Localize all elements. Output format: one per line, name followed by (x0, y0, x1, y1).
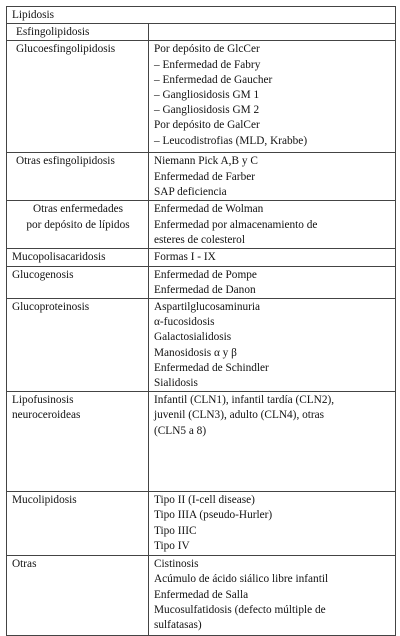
list-item: Enfermedad de Salla (154, 588, 249, 601)
category-cell (7, 201, 149, 249)
items-cell (149, 201, 396, 249)
items-cell (149, 392, 396, 492)
category-cell (7, 392, 149, 492)
list-item: Manosidosis α y β (154, 346, 237, 359)
list-item: – Gangliosidosis GM 2 (154, 104, 260, 117)
items-cell (149, 41, 396, 153)
list-item: Infantil (CLN1), infantil tardía (CLN2), (154, 394, 335, 407)
subheader-empty-cell (149, 24, 396, 41)
table-title: Lipidosis (7, 7, 396, 24)
list-item: – Enfermedad de Gaucher (154, 73, 273, 86)
list-item: Aspartilglucosaminuria (154, 301, 261, 314)
subheader-label: Esfingolipidosis (7, 24, 149, 41)
items-cell (149, 249, 396, 266)
category-label-line: Otras enfermedades (32, 203, 124, 216)
category-cell (7, 299, 149, 392)
items-cell (149, 153, 396, 201)
list-item: Enfermedad de Pompe (154, 268, 257, 281)
category-label: Glucoesfingolipidosis (16, 43, 116, 56)
list-item: Mucosulfatidosis (defecto múltiple de (154, 603, 326, 616)
category-label: Otras esfingolipidosis (16, 155, 115, 168)
list-item: Galactosialidosis (154, 331, 232, 344)
list-item: Cistinosis (154, 558, 199, 571)
list-item: Por depósito de GalCer (154, 119, 260, 132)
subheader-row (7, 24, 396, 41)
category-label: Glucoproteinosis (12, 301, 90, 314)
list-item: – Leucodistrofias (MLD, Krabbe) (154, 134, 308, 147)
table-row (7, 153, 396, 201)
category-label: Glucogenosis (12, 268, 74, 281)
table-row (7, 299, 396, 392)
list-item: Tipo IIIA (pseudo-Hurler) (154, 509, 273, 522)
items-cell (149, 266, 396, 298)
list-item: Sialidosis (154, 377, 198, 390)
category-cell (7, 249, 149, 266)
list-item: – Gangliosidosis GM 1 (154, 89, 260, 102)
list-item: α-fucosidosis (154, 316, 215, 329)
table-row (7, 249, 396, 266)
list-item: – Enfermedad de Fabry (154, 58, 261, 71)
items-cell (149, 556, 396, 636)
list-item: Tipo II (I-cell disease) (154, 494, 255, 507)
list-item: Niemann Pick A,B y C (154, 155, 258, 168)
list-item: Enfermedad de Schindler (154, 361, 269, 374)
list-item: Enfermedad de Wolman (154, 203, 264, 216)
list-item: juvenil (CLN3), adulto (CLN4), otras (154, 409, 325, 422)
table-row (7, 556, 396, 636)
list-item: sulfatasas) (154, 619, 202, 632)
category-cell (7, 41, 149, 153)
table-row (7, 392, 396, 492)
list-item: (CLN5 a 8) (154, 424, 207, 437)
table-row (7, 492, 396, 556)
list-item: esteres de colesterol (154, 233, 245, 246)
category-label-line: neuroceroideas (12, 409, 81, 422)
category-cell (7, 266, 149, 298)
list-item: Enfermedad por almacenamiento de (154, 218, 318, 231)
category-label: Otras (12, 558, 37, 571)
list-item: SAP deficiencia (154, 185, 227, 198)
category-cell (7, 492, 149, 556)
table-title-row (7, 7, 396, 24)
list-item: Enfermedad de Danon (154, 283, 256, 296)
list-item: Tipo IV (154, 539, 190, 552)
category-label-line: Lipofusinosis (12, 394, 74, 407)
list-item: Tipo IIIC (154, 524, 197, 537)
list-item: Formas I - IX (154, 251, 216, 264)
lipidosis-table (6, 6, 396, 636)
category-cell (7, 153, 149, 201)
category-label: Mucolipidosis (12, 494, 77, 507)
list-item: Acúmulo de ácido siálico libre infantil (154, 573, 329, 586)
list-item: Enfermedad de Farber (154, 170, 255, 183)
table-row (7, 201, 396, 249)
items-cell (149, 492, 396, 556)
items-cell (149, 299, 396, 392)
list-item: Por depósito de GlcCer (154, 43, 260, 56)
category-label-line: por depósito de lípidos (26, 218, 130, 231)
table-row (7, 41, 396, 153)
category-cell (7, 556, 149, 636)
table-row (7, 266, 396, 298)
category-label: Mucopolisacaridosis (12, 251, 106, 264)
